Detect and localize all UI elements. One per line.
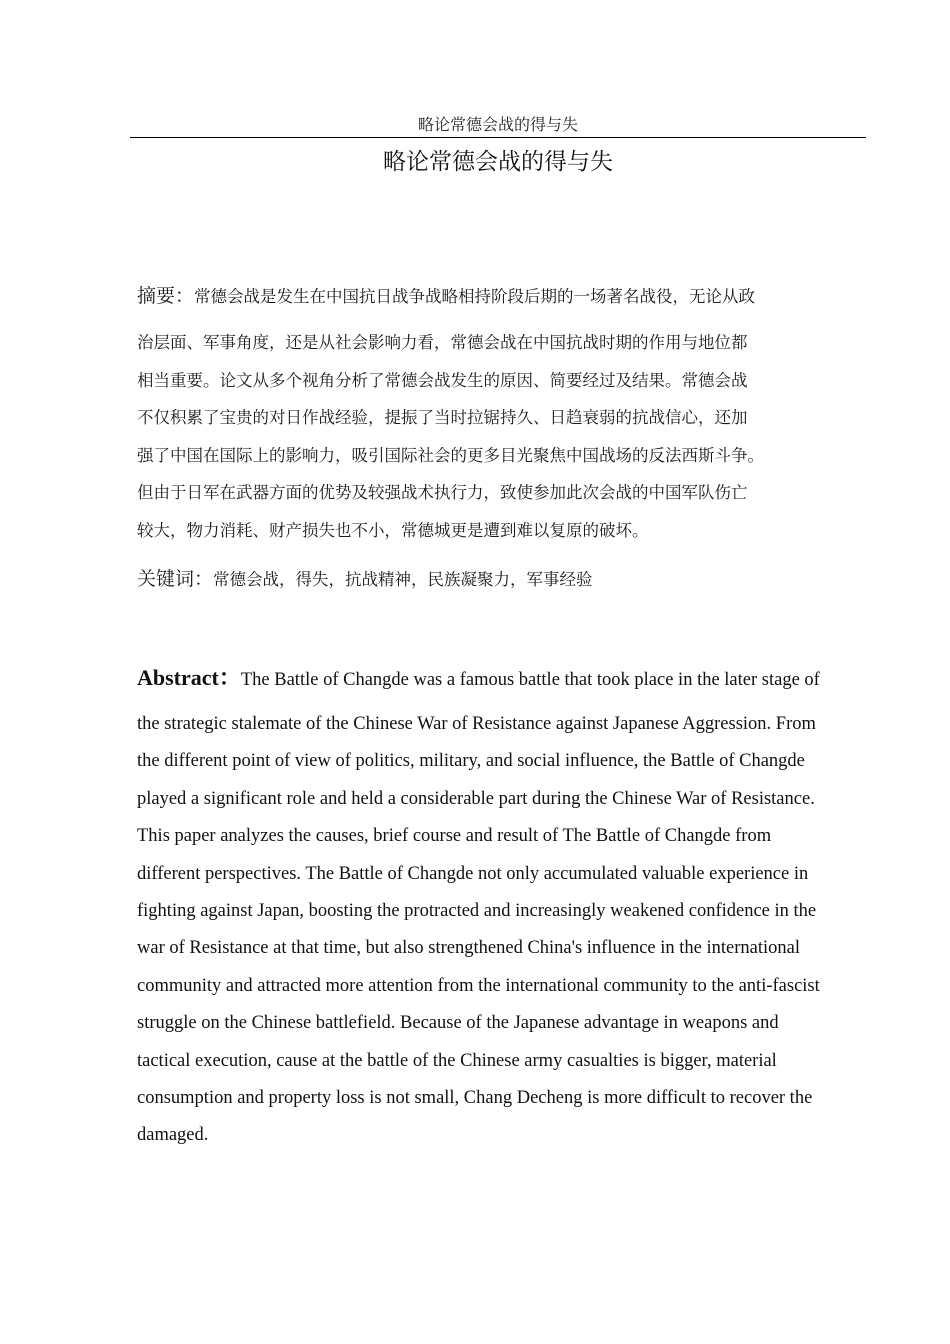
chinese-abstract [137, 276, 877, 549]
keywords-text: 常德会战，得失，抗战精神，民族凝聚力，军事经验 [213, 570, 593, 589]
abstract-en-line: fighting against Japan, boosting the protracted and increasingly weakened confidence in the [137, 900, 817, 921]
abstract-cn-line: 但由于日军在武器方面的优势及较强战术执行力，致使参加此次会战的中国军队伤亡 [137, 483, 748, 502]
abstract-en-line: the different point of view of politics, military, and social influence, the Battle of Changde [137, 751, 805, 772]
running-header: 略论常德会战的得与失 [130, 113, 866, 138]
abstract-cn-line: 强了中国在国际上的影响力，吸引国际社会的更多目光聚焦中国战场的反法西斯斗争。 [137, 445, 764, 465]
abstract-cn-line: 相当重要。论文从多个视角分析了常德会战发生的原因、简要经过及结果。常德会战 [137, 370, 748, 390]
abstract-en-line: This paper analyzes the causes, brief course and result of The Battle of Changde from [137, 826, 772, 847]
abstract-en-line: played a significant role and held a considerable part during the Chinese War of Resistance. [137, 788, 815, 809]
keywords [137, 562, 877, 597]
paper-title: 略论常德会战的得与失 [383, 149, 613, 175]
abstract-cn-line: 较大，物力消耗、财产损失也不小，常德城更是遭到难以复原的破坏。 [137, 520, 649, 540]
abstract-cn-line: 不仅积累了宝贵的对日作战经验，提振了当时拉锯持久、日趋衰弱的抗战信心，还加 [137, 408, 748, 427]
abstract-en-line: tactical execution, cause at the battle of the Chinese army casualties is bigger, material [137, 1050, 777, 1071]
english-abstract [137, 658, 877, 1155]
abstract-cn-line: 治层面、军事角度，还是从社会影响力看，常德会战在中国抗战时期的作用与地位都 [137, 333, 748, 352]
abstract-en-line: the strategic stalemate of the Chinese War of Resistance against Japanese Aggression. From [137, 714, 816, 734]
abstract-en-line [137, 658, 877, 706]
abstract-en-line: damaged. [137, 1125, 209, 1146]
abstract-cn-label: 摘要： [137, 285, 195, 307]
abstract-cn-line [137, 276, 877, 324]
abstract-en-line: war of Resistance at that time, but also strengthened China's influence in the international [137, 938, 800, 959]
abstract-en-line: different perspectives. The Battle of Changde not only accumulated valuable experience in [137, 863, 809, 884]
abstract-en-line: consumption and property loss is not small, Chang Decheng is more difficult to recover the [137, 1087, 813, 1108]
abstract-en-text: The Battle of Changde was a famous battle that took place in the later stage of [240, 670, 820, 690]
abstract-cn-text: 常德会战是发生在中国抗日战争战略相持阶段后期的一场著名战役，无论从政 [194, 287, 756, 306]
keywords-label: 关键词： [137, 568, 214, 590]
abstract-en-label: Abstract： [137, 665, 241, 690]
abstract-en-line: struggle on the Chinese battlefield. Because of the Japanese advantage in weapons and [137, 1013, 779, 1034]
abstract-en-line: community and attracted more attention from the international community to the anti-fascist [137, 975, 820, 996]
